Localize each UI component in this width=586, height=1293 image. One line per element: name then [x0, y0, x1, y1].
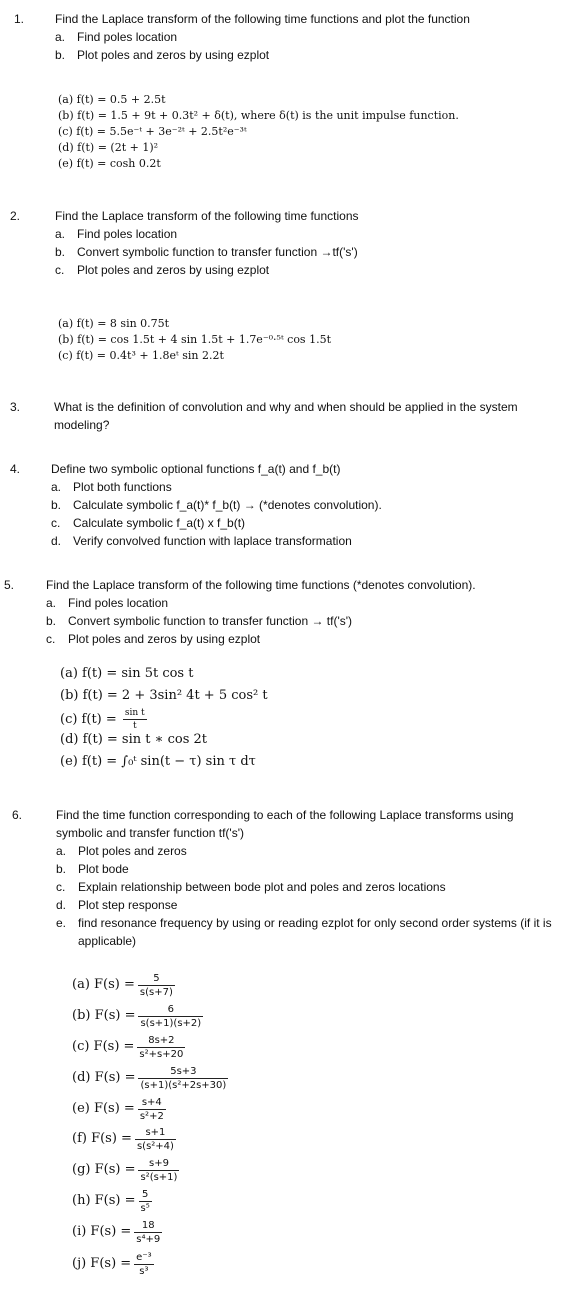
math-item: (a) f(t) = 0.5 + 2.5t: [58, 93, 166, 106]
problem-prompt: Define two symbolic optional functions f_a(t) and f_b(t): [51, 462, 341, 476]
transform-item: (f) F(s) = $\frac{s+1}{\text{s(s²+4)}}$: [72, 1126, 174, 1152]
problem-prompt: What is the definition of convolution and why and when should be applied in the system modeling?: [54, 400, 518, 432]
step-item: a. Plot both functions: [51, 480, 172, 494]
math-item: (c) f(t) = $\frac{\text{sin t}}{t}$: [60, 708, 145, 731]
step-item: c. Calculate symbolic f_a(t) x f_b(t): [51, 516, 246, 530]
transform-item: (g) F(s) = $\frac{s+9}{\text{s²(s+1)}}$: [72, 1157, 178, 1183]
problem-prompt: Find the time function corresponding to each of the following Laplace transforms using symbolic and transfer function tf('s'): [56, 808, 514, 840]
transform-item: (a) F(s) = $\frac{5}{s(s+7)}$: [72, 972, 173, 998]
math-item: (c) f(t) = 5.5e⁻ᵗ + 3e⁻²ᵗ + 2.5t²e⁻³ᵗ: [58, 125, 247, 138]
transform-item: (h) F(s) = $\frac{5}{\text{s⁵}}$: [72, 1188, 150, 1214]
step-item: a. Find poles location: [55, 30, 178, 44]
transform-item: (i) F(s) = $\frac{18}{\text{s⁴+9}}$: [72, 1219, 161, 1245]
math-item: (b) f(t) = 2 + 3sin² 4t + 5 cos² t: [60, 688, 268, 703]
transform-item: (c) F(s) = $\frac{8s+2}{\text{s²+s+20}}$: [72, 1034, 184, 1060]
math-item: (c) f(t) = 0.4t³ + 1.8eᵗ sin 2.2t: [58, 349, 224, 362]
step-item: e. find resonance frequency by using or reading ezplot for only second order systems (if it is applicable): [56, 916, 552, 948]
math-item: (a) f(t) = sin 5t cos t: [60, 666, 194, 681]
step-item: a. Find poles location: [55, 227, 178, 241]
problem-number: 2.: [10, 209, 21, 223]
math-item: (b) f(t) = 1.5 + 9t + 0.3t² + δ(t), where δ(t) is the unit impulse function.: [58, 109, 459, 122]
math-item: (e) f(t) = cosh 0.2t: [58, 157, 161, 170]
math-item: (e) f(t) = ∫₀ᵗ sin(t − τ) sin τ dτ: [60, 754, 256, 769]
problem-number: 1.: [14, 12, 25, 26]
math-item: (d) f(t) = sin t ∗ cos 2t: [60, 732, 207, 747]
step-item: c. Plot poles and zeros by using ezplot: [46, 632, 261, 646]
step-item: b. Calculate symbolic f_a(t)* f_b(t) → (*denotes convolution).: [51, 498, 382, 512]
problem-number: 5.: [4, 578, 15, 592]
step-item: d. Plot step response: [56, 898, 178, 912]
problem-prompt: Find the Laplace transform of the following time functions: [55, 209, 359, 223]
step-item: c. Explain relationship between bode plot and poles and zeros locations: [56, 880, 446, 894]
step-item: b. Convert symbolic function to transfer function →tf('s'): [55, 245, 358, 259]
step-item: c. Plot poles and zeros by using ezplot: [55, 263, 270, 277]
problem-number: 3.: [10, 400, 21, 414]
math-item: (b) f(t) = cos 1.5t + 4 sin 1.5t + 1.7e⁻⁰·⁵ᵗ cos 1.5t: [58, 333, 331, 346]
step-item: b. Plot bode: [56, 862, 129, 876]
problem-number: 4.: [10, 462, 21, 476]
step-item: b. Convert symbolic function to transfer function → tf('s'): [46, 614, 353, 628]
transform-item: (e) F(s) = $\frac{s+4}{\text{s²+2}}$: [72, 1096, 164, 1122]
step-item: a. Find poles location: [46, 596, 169, 610]
transform-item: (d) F(s) = $\frac{5s+3}{\text{(s+1)(s²+2s+30)}}$: [72, 1065, 227, 1091]
math-item: (a) f(t) = 8 sin 0.75t: [58, 317, 170, 330]
step-item: d. Verify convolved function with laplace transformation: [51, 534, 352, 548]
problem-number: 6.: [12, 808, 23, 822]
transform-item: (b) F(s) = $\frac{6}{s(s+1)(s+2)}$: [72, 1003, 202, 1029]
transform-item: (j) F(s) = $\frac{\text{e⁻³}}{\text{s³}}$: [72, 1251, 152, 1277]
step-item: a. Plot poles and zeros: [56, 844, 187, 858]
problem-prompt: Find the Laplace transform of the following time functions and plot the function: [55, 12, 470, 26]
problem-prompt: Find the Laplace transform of the following time functions (*denotes convolution).: [46, 578, 476, 592]
math-item: (d) f(t) = (2t + 1)²: [58, 141, 159, 154]
step-item: b. Plot poles and zeros by using ezplot: [55, 48, 270, 62]
